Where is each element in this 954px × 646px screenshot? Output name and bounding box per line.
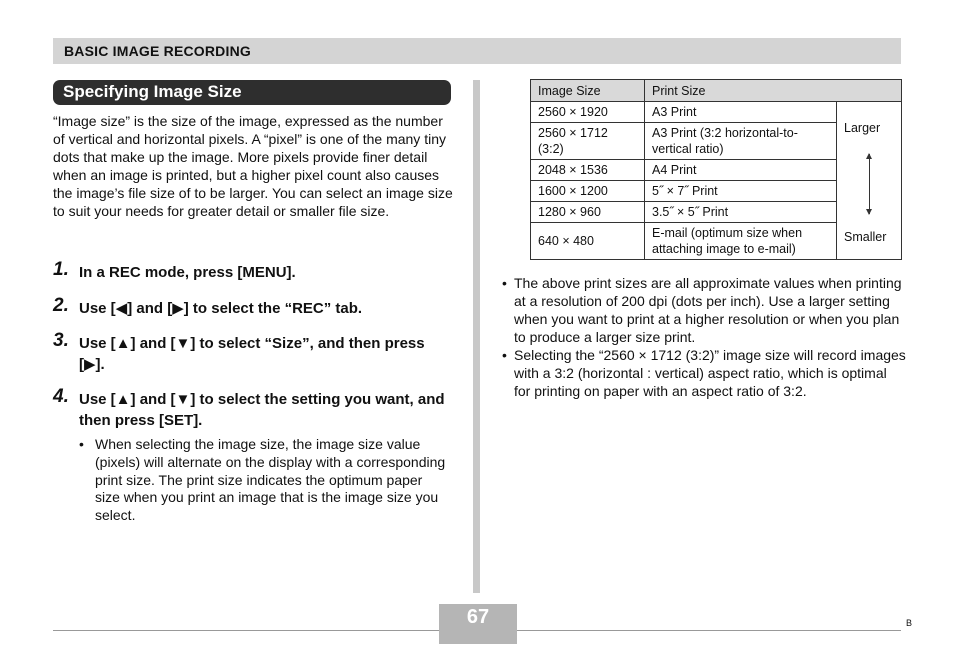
note-text: The above print sizes are all approximate values when printing at a resolution of 200 dpi (dots per inch). Use a larger setting when you want to print at a higher resolution or when you plan to produce a larger size print. <box>514 275 902 345</box>
intro-paragraph: “Image size” is the size of the image, expressed as the number of vertical and horizontal pixels. A “pixel” is one of the many tiny dots that make up the image. More pixels provide finer detail when an image is printed, but a higher pixel count also causes the image’s file size of to be larger. You can select an image size to suit your needs for greater detail or smaller file size. <box>53 113 453 219</box>
cell-print-size: 5˝ × 7˝ Print <box>645 181 837 202</box>
step-3 <box>53 330 453 375</box>
step-number: 2. <box>53 295 69 316</box>
note-text: Selecting the “2560 × 1712 (3:2)” image size will record images with a 3:2 (horizontal : vertical) aspect ratio, which is optimal for printing on paper with an aspect ratio of 3:2. <box>514 347 906 399</box>
list-item <box>79 436 451 525</box>
cell-print-size: A3 Print (3:2 horizontal-to-vertical ratio) <box>645 123 837 160</box>
cell-image-size: 2048 × 1536 <box>531 160 645 181</box>
section-title: Specifying Image Size <box>63 82 242 101</box>
step-2 <box>53 295 453 319</box>
table-notes <box>502 274 906 400</box>
step-number: 1. <box>53 259 69 280</box>
cell-print-size: A4 Print <box>645 160 837 181</box>
table-row <box>531 102 902 123</box>
cell-print-size: 3.5˝ × 5˝ Print <box>645 202 837 223</box>
range-smaller-label: Smaller <box>844 230 887 244</box>
header-title: BASIC IMAGE RECORDING <box>64 43 251 59</box>
cell-image-size: 2560 × 1920 <box>531 102 645 123</box>
step-text: Use [◀] and [▶] to select the “REC” tab. <box>79 300 363 317</box>
cell-image-size: 640 × 480 <box>531 223 645 260</box>
page-number: 67 <box>466 606 490 628</box>
step-text: Use [▲] and [▼] to select “Size”, and then press [▶]. <box>79 335 425 373</box>
section-title-bar <box>53 80 451 105</box>
step-text: In a REC mode, press [MENU]. <box>79 264 296 281</box>
cell-image-size: 1280 × 960 <box>531 202 645 223</box>
double-arrow-icon <box>869 154 870 214</box>
cell-image-size: 1600 × 1200 <box>531 181 645 202</box>
table-header-row <box>531 80 902 102</box>
note-text: When selecting the image size, the image size value (pixels) will alternate on the display with a corresponding print size. The print size indicates the optimum paper size when you print an image that is the image size you select. <box>95 436 446 524</box>
size-range-cell <box>837 102 902 260</box>
list-item <box>502 346 906 400</box>
bullet-icon: • <box>502 275 507 291</box>
range-larger-label: Larger <box>844 121 881 135</box>
cell-image-size: 2560 × 1712 (3:2) <box>531 123 645 160</box>
step-4 <box>53 386 453 431</box>
step-note <box>79 436 451 525</box>
image-size-table <box>530 79 902 260</box>
column-header-image-size: Image Size <box>531 80 645 102</box>
step-text: Use [▲] and [▼] to select the setting you want, and then press [SET]. <box>79 391 445 429</box>
cell-print-size: E-mail (optimum size when attaching image to e-mail) <box>645 223 837 260</box>
step-number: 3. <box>53 330 69 351</box>
page-number-box <box>439 604 517 644</box>
column-header-print-size: Print Size <box>645 80 902 102</box>
step-number: 4. <box>53 386 69 407</box>
corner-mark: B <box>906 618 913 628</box>
bullet-icon: • <box>79 436 84 452</box>
cell-print-size: A3 Print <box>645 102 837 123</box>
bullet-icon: • <box>502 347 507 363</box>
column-divider <box>473 80 480 593</box>
header-band <box>53 38 901 64</box>
list-item <box>502 274 906 346</box>
step-1 <box>53 259 453 283</box>
